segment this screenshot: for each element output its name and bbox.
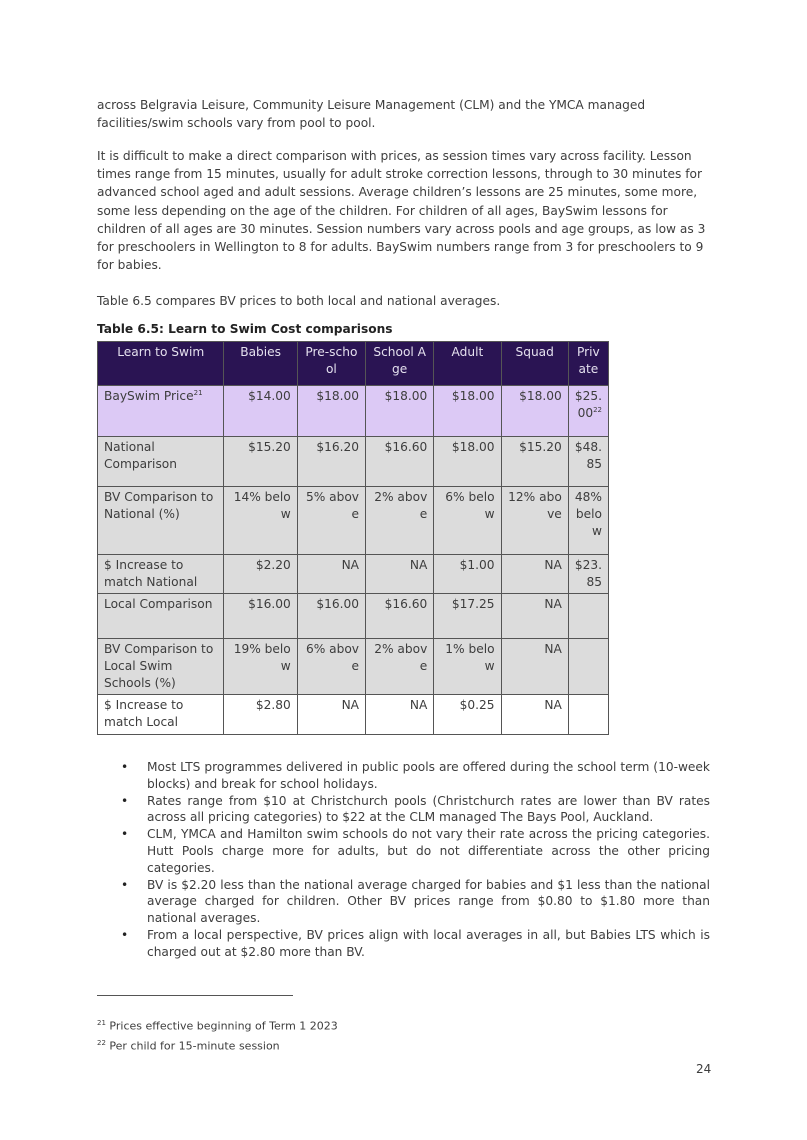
- paragraph-text: across Belgravia Leisure, Community Leisure Management (CLM) and the YMCA managed facilities/swim schools vary from pool to pool.: [97, 98, 646, 131]
- list-item-text: Most LTS programmes delivered in public pools are offered during the school term (10-week blocks) and break for school holidays.: [147, 760, 710, 791]
- header-babies: Babies: [224, 342, 297, 386]
- list-item-text: CLM, YMCA and Hamilton swim schools do not vary their rate across the pricing categories. Hutt Pools charge more for adults, but do not differentiate across the other pricing categories.: [147, 827, 710, 875]
- row-label: BV Comparison to National (%): [98, 487, 224, 555]
- row-label: $ Increase to match National: [98, 555, 224, 594]
- cell-adult: $1.00: [434, 555, 501, 594]
- bullet-icon: •: [121, 877, 129, 892]
- footnote-21: [97, 1019, 338, 1033]
- cell-school-age: NA: [366, 695, 434, 735]
- cell-preschool: 6% above: [297, 639, 365, 695]
- cell-adult: $17.25: [434, 594, 501, 639]
- cell-school-age: $16.60: [366, 594, 434, 639]
- cell-adult: $18.00: [434, 386, 501, 437]
- cell-private: $23.85: [568, 555, 608, 594]
- paragraph-lesson-times: [97, 147, 709, 274]
- row-label: BV Comparison to Local Swim Schools (%): [98, 639, 224, 695]
- header-squad: Squad: [501, 342, 568, 386]
- cell-squad: NA: [501, 594, 568, 639]
- cell-babies: 19% below: [224, 639, 297, 695]
- cell-squad: $15.20: [501, 437, 568, 487]
- list-item: [121, 759, 710, 793]
- cell-squad: NA: [501, 555, 568, 594]
- cell-babies: 14% below: [224, 487, 297, 555]
- table-row-national-comparison: [98, 437, 609, 487]
- cell-babies: $14.00: [224, 386, 297, 437]
- cell-squad: NA: [501, 695, 568, 735]
- row-label: [98, 386, 224, 437]
- paragraph-table-intro: [97, 292, 709, 310]
- footnote-ref: 22: [593, 405, 602, 414]
- cell-babies: $2.80: [224, 695, 297, 735]
- cell-preschool: $18.00: [297, 386, 365, 437]
- bullet-icon: •: [121, 827, 129, 842]
- footnote-text: Per child for 15-minute session: [109, 1039, 280, 1053]
- cell-squad: $18.00: [501, 386, 568, 437]
- header-private: Private: [568, 342, 608, 386]
- table-header-row: [98, 342, 609, 386]
- cell-preschool: $16.00: [297, 594, 365, 639]
- list-item-text: From a local perspective, BV prices align with local averages in all, but Babies LTS which is charged out at $2.80 more than BV.: [147, 927, 710, 959]
- list-item: [121, 793, 710, 827]
- paragraph-text: It is difficult to make a direct comparison with prices, as session times vary across facility. Lesson times range from 15 minutes, usually for adult stroke correction lessons, through to 30 minutes for advanced school aged and adult sessions. Average children’s lessons are 25 minutes, some more, some less depending on the age of the children. For children of all ages, BaySwim lessons for children of all ages are 30 minutes. Session numbers vary across pools and age groups, as low as 3 for preschoolers in Wellington to 8 for adults. BaySwim numbers range from 3 for preschoolers to 9 for babies.: [97, 149, 706, 273]
- row-label: National Comparison: [98, 437, 224, 487]
- cell-squad: NA: [501, 639, 568, 695]
- cell-adult: $18.00: [434, 437, 501, 487]
- cell-adult: $0.25: [434, 695, 501, 735]
- table-caption: Table 6.5: Learn to Swim Cost comparisons: [97, 322, 393, 336]
- table-row-local-comparison: [98, 594, 609, 639]
- cell-babies: $2.20: [224, 555, 297, 594]
- row-label-text: BaySwim Price: [104, 389, 194, 403]
- list-item-text: BV is $2.20 less than the national average charged for babies and $1 less than the national average charged for children. Other BV prices range from $0.80 to $1.80 more than national averages.: [147, 877, 710, 926]
- table-row-bv-vs-local: [98, 639, 609, 695]
- paragraph-text: Table 6.5 compares BV prices to both local and national averages.: [97, 294, 501, 308]
- cell-private: [568, 639, 608, 695]
- cell-private: $48.85: [568, 437, 608, 487]
- cell-preschool: 5% above: [297, 487, 365, 555]
- cell-babies: $15.20: [224, 437, 297, 487]
- list-item: [121, 927, 710, 961]
- cell-school-age: 2% above: [366, 487, 434, 555]
- header-preschool: Pre-school: [297, 342, 365, 386]
- footnote-number: 22: [97, 1039, 106, 1047]
- cell-school-age: $16.60: [366, 437, 434, 487]
- row-label: $ Increase to match Local: [98, 695, 224, 735]
- cell-school-age: 2% above: [366, 639, 434, 695]
- header-adult: Adult: [434, 342, 501, 386]
- paragraph-intro: [97, 96, 709, 132]
- cell-preschool: NA: [297, 555, 365, 594]
- bullet-icon: •: [121, 927, 129, 942]
- table-row-increase-local: [98, 695, 609, 735]
- footnote-22: [97, 1039, 280, 1053]
- cell-private: [568, 594, 608, 639]
- cell-school-age: $18.00: [366, 386, 434, 437]
- findings-list: [121, 759, 710, 961]
- cell-private: [568, 386, 608, 437]
- table-row-bv-vs-national: [98, 487, 609, 555]
- cell-private: 48% below: [568, 487, 608, 555]
- bullet-icon: •: [121, 760, 129, 774]
- cell-school-age: NA: [366, 555, 434, 594]
- lts-cost-table: [97, 341, 609, 735]
- header-learn-to-swim: Learn to Swim: [98, 342, 224, 386]
- cell-squad: 12% above: [501, 487, 568, 555]
- list-item: [121, 877, 710, 927]
- list-item: [121, 826, 710, 876]
- table-row-increase-national: [98, 555, 609, 594]
- cell-private-value: $25.00: [574, 389, 602, 420]
- cell-babies: $16.00: [224, 594, 297, 639]
- footnote-divider: [97, 995, 293, 996]
- footnote-ref: 21: [193, 388, 203, 397]
- footnote-number: 21: [97, 1019, 106, 1027]
- header-school-age: School Age: [366, 342, 434, 386]
- page-number: 24: [696, 1062, 712, 1076]
- cell-adult: 1% below: [434, 639, 501, 695]
- cell-preschool: NA: [297, 695, 365, 735]
- bullet-icon: •: [121, 793, 129, 808]
- cell-adult: 6% below: [434, 487, 501, 555]
- cell-private: [568, 695, 608, 735]
- footnote-text: Prices effective beginning of Term 1 2023: [109, 1019, 338, 1033]
- list-item-text: Rates range from $10 at Christchurch pools (Christchurch rates are lower than BV rates across all pricing categories) to $22 at the CLM managed The Bays Pool, Auckland.: [147, 793, 710, 825]
- cell-preschool: $16.20: [297, 437, 365, 487]
- table-row-bayswim-price: [98, 386, 609, 437]
- row-label: Local Comparison: [98, 594, 224, 639]
